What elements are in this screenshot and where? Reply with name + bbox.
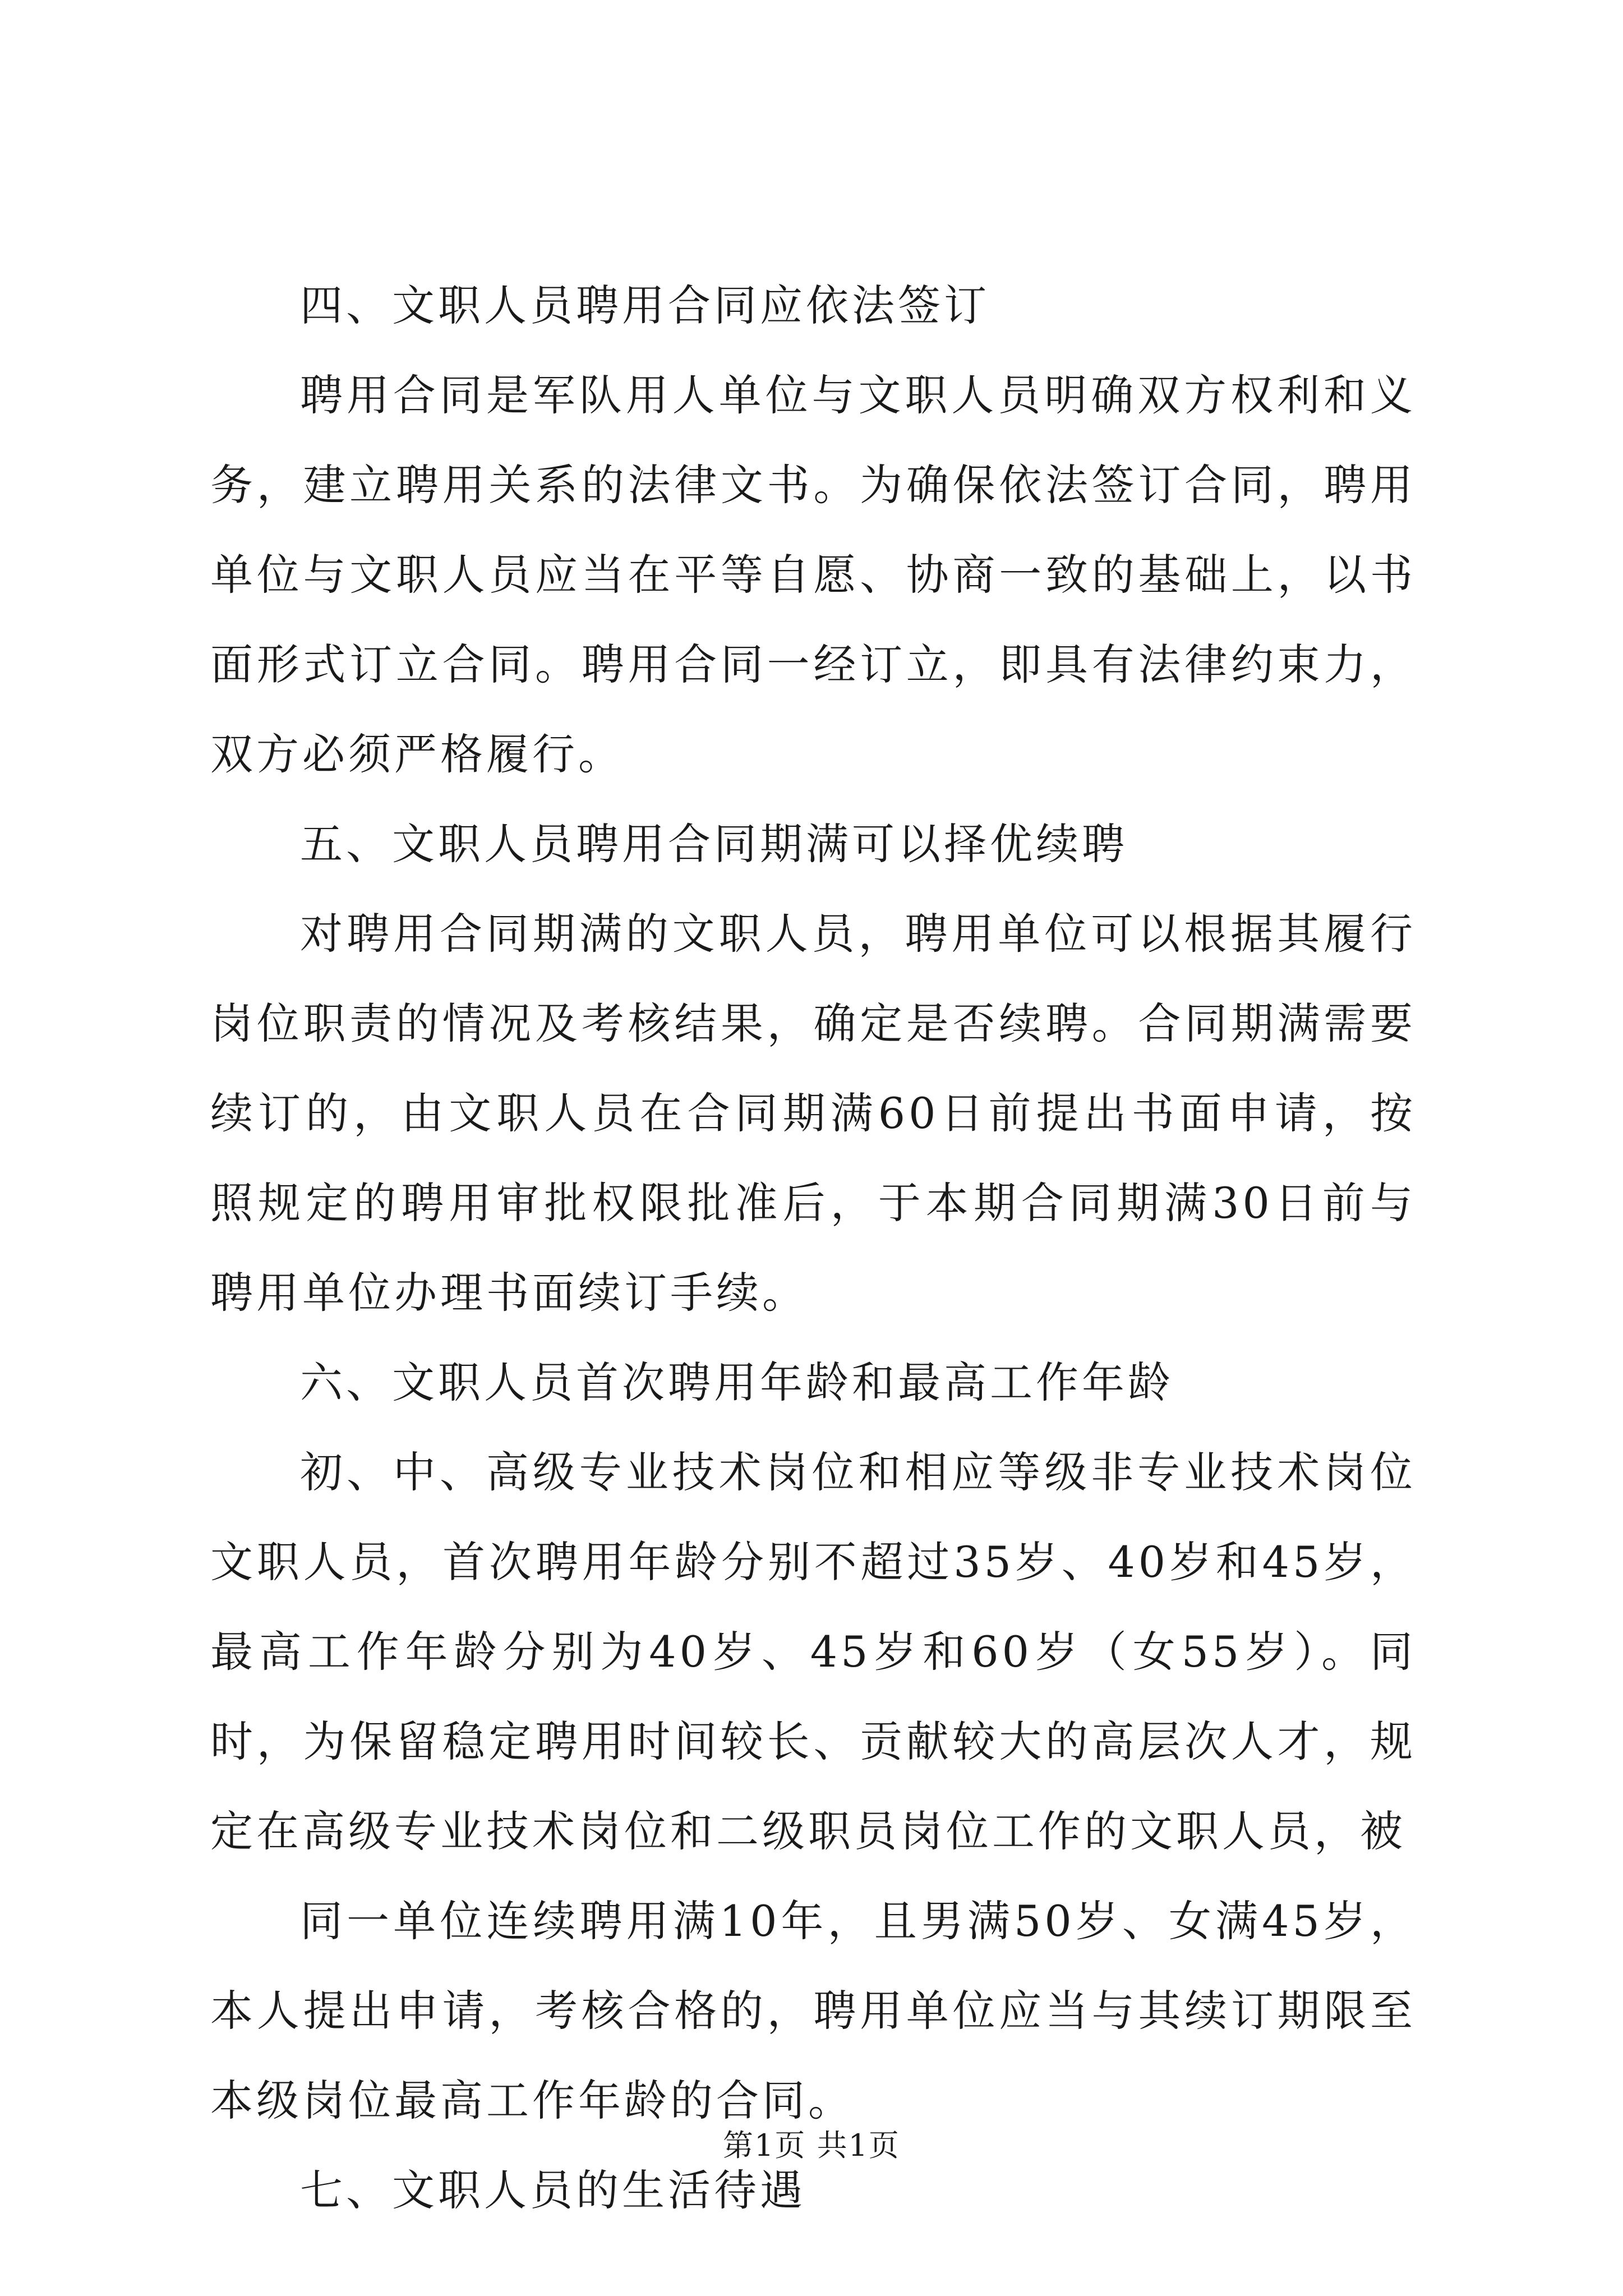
section-heading-5: 五、文职人员聘用合同期满可以择优续聘 (300, 819, 1128, 869)
body-paragraph: 同一单位连续聘用满10年，且男满50岁、女满45岁，本人提出申请，考核合格的，聘用单位应当与其续订期限至本级岗位最高工作年龄的合同。 (210, 1896, 1416, 2125)
document-body (210, 261, 1416, 2235)
section-heading-4: 四、文职人员聘用合同应依法签订 (300, 280, 990, 330)
body-paragraph: 初、中、高级专业技术岗位和相应等级非专业技术岗位文职人员，首次聘用年龄分别不超过35岁、40岁和45岁，最高工作年龄分别为40岁、45岁和60岁（女55岁）。同时，为保留稳定聘用时间较长、贡献较大的高层次人才，规定在高级专业技术岗位和二级职员岗位工作的文职人员，被 (210, 1447, 1416, 1856)
body-paragraph: 对聘用合同期满的文职人员，聘用单位可以根据其履行岗位职责的情况及考核结果，确定是否续聘。合同期满需要续订的，由文职人员在合同期满60日前提出书面申请，按照规定的聘用审批权限批准后，于本期合同期满30日前与聘用单位办理书面续订手续。 (210, 909, 1416, 1318)
page-footer: 第1页 共1页 (723, 2128, 900, 2163)
section-heading-7: 七、文职人员的生活待遇 (300, 2165, 806, 2215)
body-paragraph: 聘用合同是军队用人单位与文职人员明确双方权利和义务，建立聘用关系的法律文书。为确保依法签订合同，聘用单位与文职人员应当在平等自愿、协商一致的基础上，以书面形式订立合同。聘用合同一经订立，即具有法律约束力，双方必须严格履行。 (210, 370, 1416, 779)
section-heading-6: 六、文职人员首次聘用年龄和最高工作年龄 (300, 1358, 1174, 1407)
